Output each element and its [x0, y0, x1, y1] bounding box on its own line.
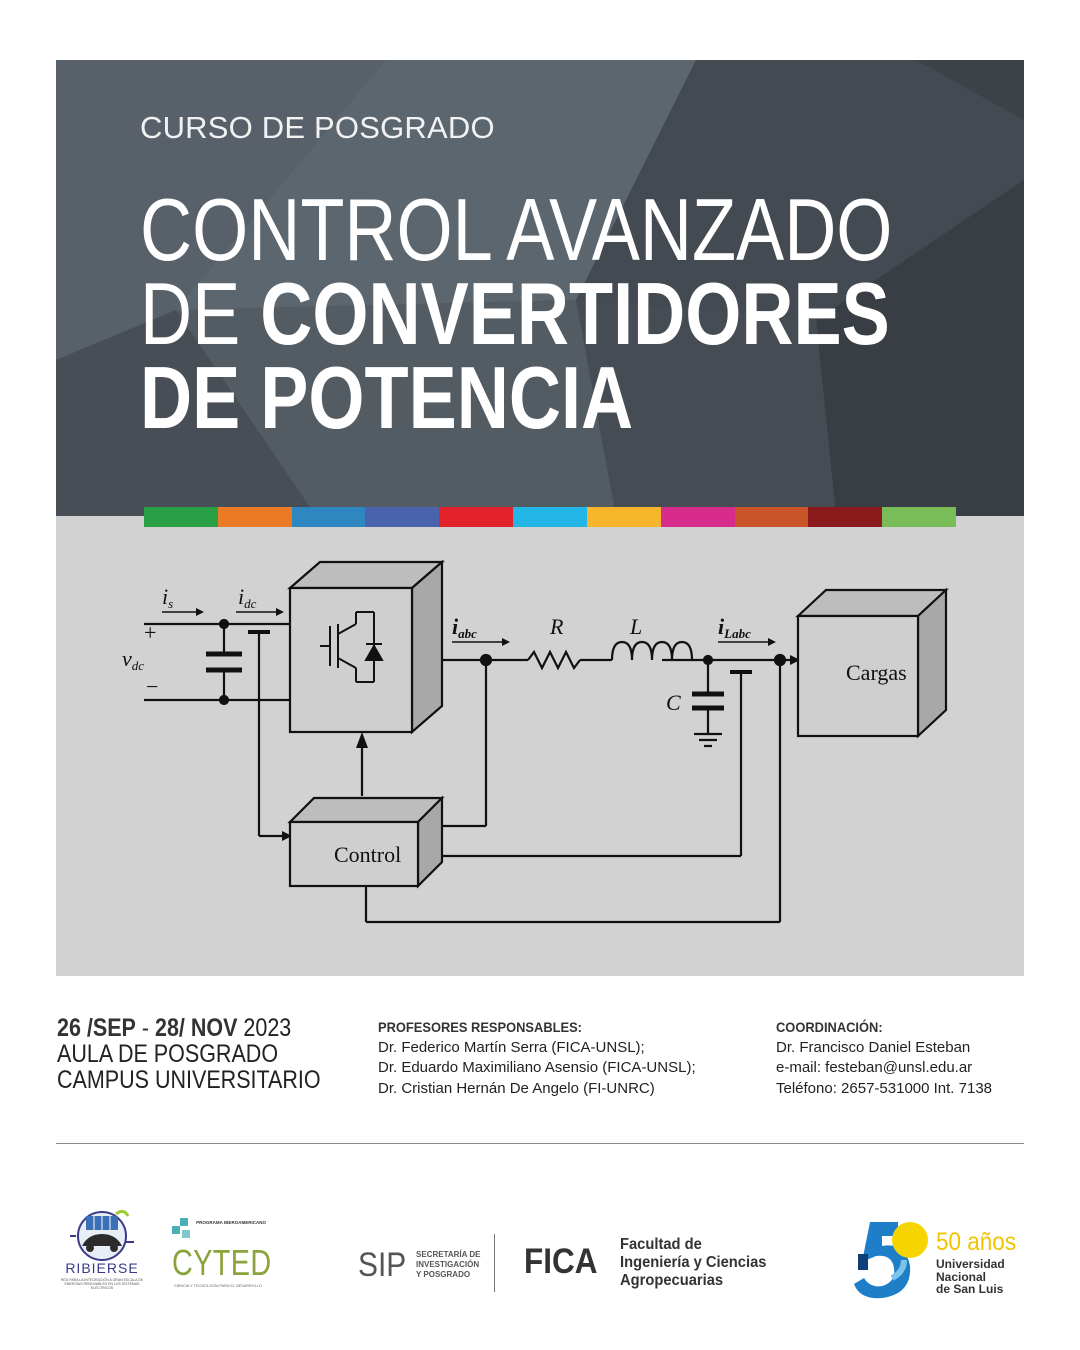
- start-date: 26 /SEP: [57, 1014, 136, 1042]
- professor-line: Dr. Cristian Hernán De Angelo (FI-UNRC): [378, 1079, 655, 1097]
- ilabc-arrowhead: [768, 638, 776, 646]
- date-separator: -: [135, 1014, 155, 1042]
- loads-block-side: [918, 590, 946, 736]
- date-venue-block: [57, 1015, 364, 1093]
- iabc-arrowhead: [502, 638, 510, 646]
- label-minus: −: [146, 674, 159, 699]
- control-signal-arrowhead: [356, 732, 368, 748]
- stripe-segment: [292, 507, 366, 527]
- label-is: is: [162, 584, 174, 611]
- venue-line-1: AULA DE POSGRADO: [57, 1040, 279, 1068]
- label-idc: idc: [238, 584, 257, 611]
- logo-divider: [494, 1234, 495, 1292]
- sip-subtitle: [416, 1250, 480, 1280]
- ribierse-wordmark: RIBIERSE: [65, 1260, 139, 1276]
- unsl-name-line: Nacional: [936, 1269, 987, 1284]
- fica-subtitle: [620, 1236, 766, 1290]
- professors-heading: PROFESORES RESPONSABLES:: [378, 1019, 582, 1035]
- course-title: [140, 180, 893, 447]
- sip-wordmark: SIP: [358, 1246, 407, 1284]
- end-date: 28/ NOV: [154, 1014, 238, 1042]
- stripe-segment: [882, 507, 956, 527]
- coordinator-email: e-mail: festeban@unsl.edu.ar: [776, 1059, 973, 1076]
- venue-line-2: CAMPUS UNIVERSITARIO: [57, 1066, 321, 1094]
- fica-subtitle-line: Agropecuarias: [620, 1272, 724, 1289]
- header-panel: [56, 60, 1024, 516]
- course-type: CURSO DE POSGRADO: [140, 110, 495, 145]
- cyted-mark-icon: [172, 1218, 196, 1242]
- professor-line: Dr. Federico Martín Serra (FICA-UNSL);: [378, 1038, 645, 1056]
- label-control: Control: [334, 842, 402, 867]
- label-iabc: iabc: [452, 614, 477, 641]
- sip-subtitle-line: INVESTIGACIÓN: [416, 1260, 480, 1269]
- circuit-diagram-panel: [56, 516, 1024, 976]
- sip-logo: [358, 1240, 498, 1294]
- cyted-tagline: CIENCIA Y TECNOLOGÍA PARA EL DESARROLLO: [174, 1284, 262, 1288]
- coordinator-name: Dr. Francisco Daniel Esteban: [776, 1038, 971, 1056]
- ribierse-logo: [56, 1206, 148, 1296]
- title-line-2-light: DE: [140, 264, 261, 363]
- stripe-segment: [513, 507, 587, 527]
- coordination-heading: COORDINACIÓN:: [776, 1019, 883, 1035]
- stripe-segment: [661, 507, 735, 527]
- label-l: L: [630, 614, 643, 639]
- stripe-segment: [735, 507, 809, 527]
- unsl-50-logo: [852, 1218, 1028, 1302]
- cyted-logo: [168, 1218, 272, 1294]
- resistor-symbol: [528, 652, 580, 668]
- inductor-symbol: [612, 642, 692, 660]
- unsl-name-line: de San Luis: [936, 1282, 1004, 1296]
- cyted-program-label: PROGRAMA IBEROAMERICANO: [196, 1220, 266, 1225]
- label-plus: +: [144, 620, 157, 645]
- color-stripe: [144, 507, 956, 527]
- title-line-1: CONTROL AVANZADO: [140, 180, 893, 279]
- stripe-segment: [808, 507, 882, 527]
- stripe-segment: [587, 507, 661, 527]
- unsl-name: [936, 1258, 1005, 1296]
- stripe-segment: [365, 507, 439, 527]
- divider: [56, 1143, 1024, 1144]
- fica-subtitle-line: Facultad de: [620, 1236, 702, 1253]
- cyted-wordmark: CYTED: [172, 1242, 272, 1283]
- title-line-2: [140, 264, 892, 363]
- title-line-2-bold: CONVERTIDORES: [260, 264, 890, 363]
- converter-circuit-diagram: [56, 516, 1024, 976]
- ribierse-tagline: RED PARA LA INTEGRACIÓN A GRAN ESCALA DE ENERGÍAS RENOVABLES EN LOS SISTEMAS ELÉCTRICOS: [60, 1278, 144, 1290]
- sip-subtitle-line: Y POSGRADO: [416, 1270, 471, 1279]
- label-vdc: vdc: [122, 646, 145, 673]
- sip-subtitle-line: SECRETARÍA DE: [416, 1250, 481, 1259]
- inverter-block-front: [290, 588, 412, 732]
- coordination-block: [776, 1017, 992, 1099]
- stripe-segment: [144, 507, 218, 527]
- fica-subtitle-line: Ingeniería y Ciencias: [620, 1254, 767, 1271]
- unsl-name-line: Universidad: [936, 1257, 1005, 1271]
- stripe-segment: [439, 507, 513, 527]
- fica-wordmark: FICA: [524, 1242, 598, 1281]
- label-cargas: Cargas: [846, 660, 907, 685]
- coordinator-phone: Teléfono: 2657-531000 Int. 7138: [776, 1079, 993, 1097]
- is-arrowhead: [196, 608, 204, 616]
- course-year: 2023: [237, 1014, 292, 1042]
- control-block-top: [290, 798, 442, 822]
- label-ilabc: iLabc: [718, 614, 751, 641]
- title-line-3: DE POTENCIA: [140, 348, 634, 447]
- ribierse-emblem-icon: [56, 1206, 148, 1262]
- professor-line: Dr. Eduardo Maximiliano Asensio (FICA-UNSL);: [378, 1059, 696, 1076]
- inverter-block-side: [412, 562, 442, 732]
- unsl-50-emblem-icon: [852, 1218, 932, 1302]
- professors-block: [378, 1017, 696, 1099]
- stripe-segment: [218, 507, 292, 527]
- ground-icon: [694, 734, 722, 746]
- label-c: C: [666, 690, 681, 715]
- idc-arrowhead: [276, 608, 284, 616]
- unsl-anniversary: 50 años: [936, 1228, 1017, 1256]
- fica-logo: [518, 1232, 778, 1294]
- course-dates: [57, 1015, 321, 1041]
- label-r: R: [550, 614, 564, 639]
